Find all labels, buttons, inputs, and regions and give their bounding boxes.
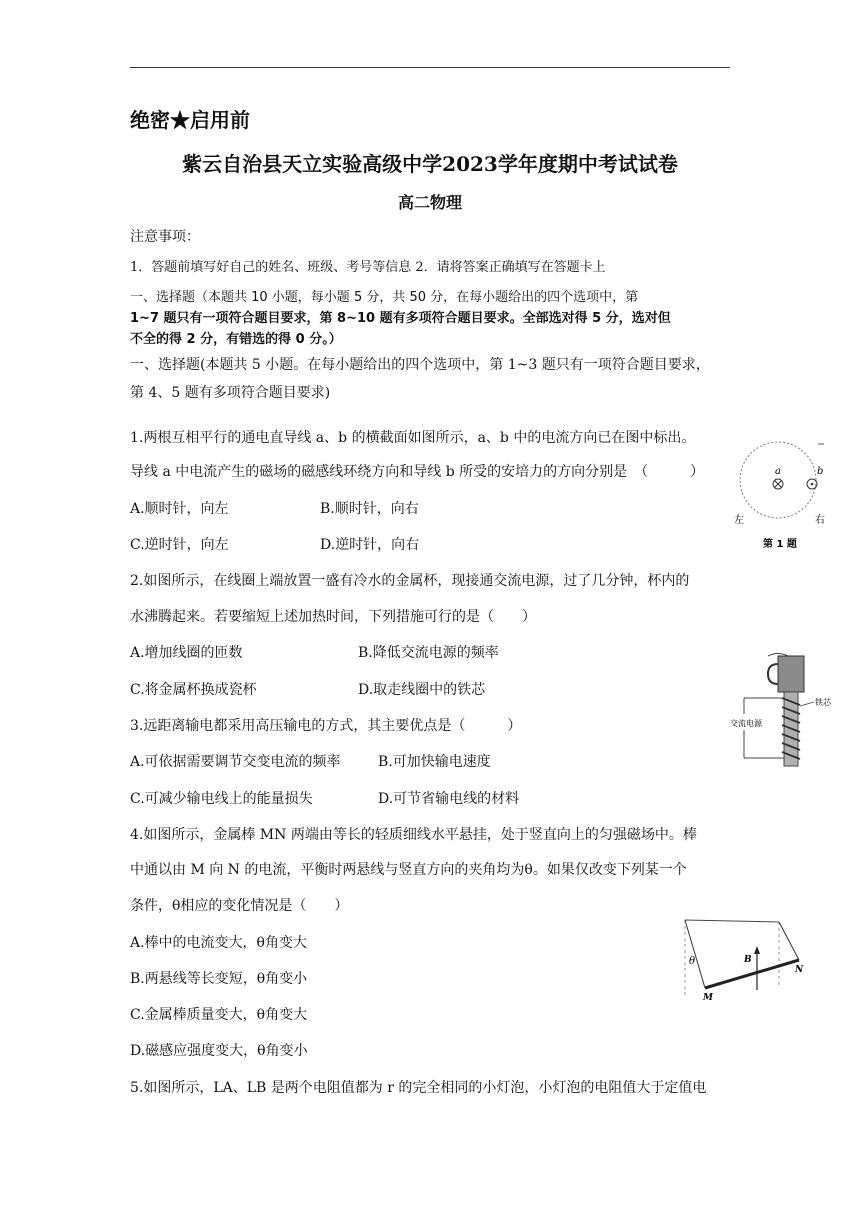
m-label: M	[703, 993, 713, 1003]
q4-option-a: A.棒中的电流变大，θ角变大	[130, 935, 307, 951]
q4-stem-line2: 中通以由 M 向 N 的电流，平衡时两悬线与竖直方向的夹角均为θ。如果仅改变下列某一个	[130, 862, 687, 878]
q2-figure	[730, 650, 840, 770]
header-rule	[130, 67, 730, 68]
field-circle	[740, 442, 816, 518]
ac-source-label: 交流电源	[730, 719, 762, 728]
q1-stem-line1: 1.两根互相平行的通电直导线 a、b 的横截面如图所示，a、b 中的电流方向已在图中标出。	[130, 430, 696, 446]
q3-option-c: C.可减少输电线上的能量损失	[130, 791, 313, 807]
label-right: 右	[815, 515, 825, 526]
q4-option-c: C.金属棒质量变大，θ角变大	[130, 1007, 308, 1023]
q4-figure	[675, 912, 815, 1007]
q2-stem-line2: 水沸腾起来。若要缩短上述加热时间，下列措施可行的是（ ）	[130, 609, 536, 625]
section2-line1: 一、选择题(本题共 5 小题。在每小题给出的四个选项中，第 1~3 题只有一项符合题目要求，	[130, 357, 710, 373]
q4-stem-line1: 4.如图所示，金属棒 MN 两端由等长的轻质细线水平悬挂，处于竖直向上的匀强磁场中。棒	[130, 827, 697, 843]
q1-option-b: B.顺时针，向右	[320, 501, 419, 517]
subject-title: 高二物理	[397, 193, 462, 212]
n-label: N	[795, 965, 804, 975]
q1-stem-line2: 导线 a 中电流产生的磁场的磁感线环绕方向和导线 b 所受的安培力的方向分别是 （ ）	[130, 464, 705, 480]
label-left: 左	[734, 515, 744, 526]
q3-option-b: B.可加快输电速度	[378, 754, 491, 770]
metal-cup	[778, 656, 804, 692]
q4-stem-line3: 条件，θ相应的变化情况是（ ）	[130, 898, 349, 914]
q1-option-d: D.逆时针，向右	[320, 537, 420, 553]
q2-option-a: A.增加线圈的匝数	[130, 645, 243, 661]
q2-option-d: D.取走线圈中的铁芯	[358, 682, 486, 698]
b-label: B	[744, 955, 752, 965]
notice-line: 1．答题前填写好自己的姓名、班级、考号等信息 2．请将答案正确填写在答题卡上	[130, 260, 606, 275]
q2-stem-line1: 2.如图所示，在线圈上端放置一盛有冷水的金属杯，现接通交流电源，过了几分钟，杯内的	[130, 573, 690, 589]
q5-stem-line1: 5.如图所示，LA、LB 是两个电阻值都为 r 的完全相同的小灯泡，小灯泡的电阻值大于定值电	[130, 1080, 707, 1096]
iron-core-label: 铁芯	[815, 698, 831, 707]
section1-line2: 1~7 题只有一项符合题目要求，第 8~10 题有多项符合题目要求。全部选对得 5 分，选对但	[130, 311, 671, 326]
label-b: b	[817, 466, 824, 477]
q1-figure	[730, 440, 830, 555]
metal-rod-mn	[705, 960, 799, 988]
q3-option-d: D.可节省输电线的材料	[378, 791, 520, 807]
q1-option-a: A.顺时针，向左	[130, 501, 229, 517]
figure-caption: 第 1 题	[763, 539, 797, 550]
q4-option-d: D.磁感应强度变大，θ角变小	[130, 1043, 308, 1059]
q4-option-b: B.两悬线等长变短，θ角变小	[130, 971, 308, 987]
section1-line3: 不全的得 2 分，有错选的得 0 分。）	[130, 332, 342, 347]
ceiling-line	[685, 920, 779, 922]
q2-option-b: B.降低交流电源的频率	[358, 645, 499, 661]
confidential-mark: 绝密★启用前	[130, 108, 250, 132]
q3-option-a: A.可依据需要调节交变电流的频率	[130, 754, 341, 770]
q3-stem: 3.远距离输电都采用高压输电的方式，其主要优点是（ ）	[130, 718, 522, 734]
notice-heading: 注意事项：	[130, 229, 200, 245]
q1-option-c: C.逆时针，向左	[130, 537, 229, 553]
section1-line1: 一、选择题（本题共 10 小题，每小题 5 分，共 50 分，在每小题给出的四个选项中，第	[130, 290, 639, 305]
section2-line2: 第 4、5 题有多项符合题目要求)	[130, 385, 331, 401]
theta-label: θ	[689, 956, 696, 967]
exam-title: 紫云自治县天立实验高级中学2023学年度期中考试试卷	[182, 152, 678, 176]
label-a: a	[775, 466, 781, 477]
q2-option-c: C.将金属杯换成瓷杯	[130, 682, 257, 698]
